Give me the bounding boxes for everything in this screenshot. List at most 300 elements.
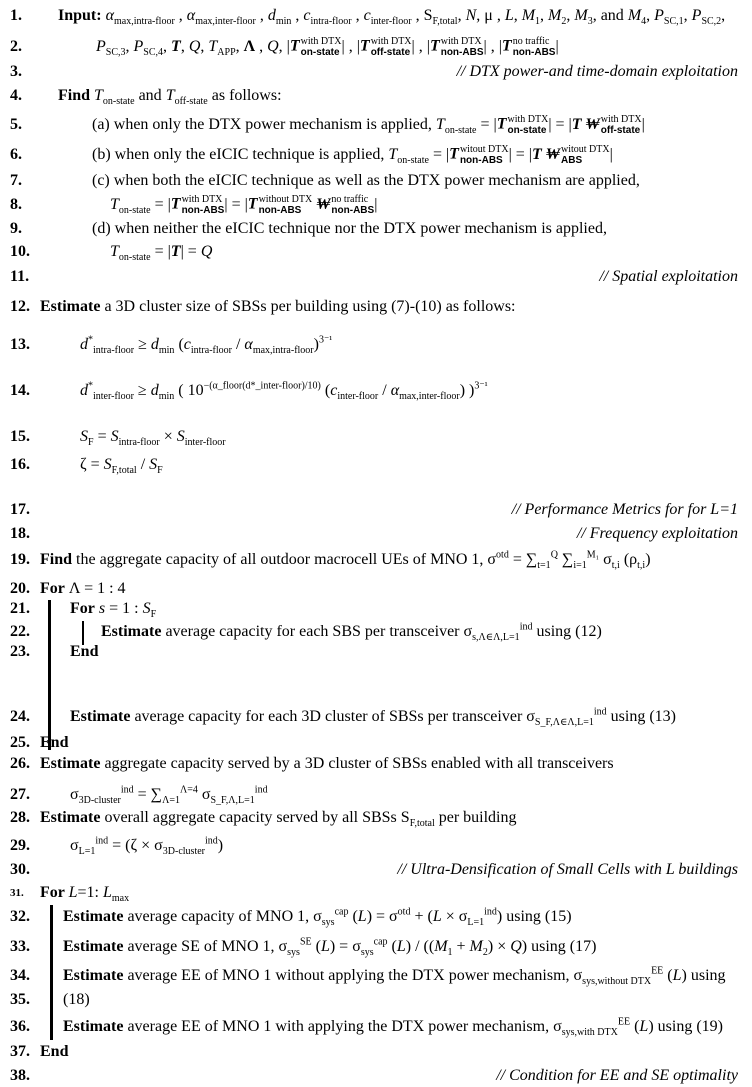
keyword: End bbox=[40, 734, 69, 751]
line-number: 17. bbox=[10, 501, 30, 518]
keyword: Estimate bbox=[63, 938, 124, 955]
superscript: ind bbox=[593, 706, 607, 718]
subscript: t=1 bbox=[537, 560, 551, 572]
text: M bbox=[548, 7, 562, 24]
text: = | bbox=[428, 146, 450, 163]
text: ∑ bbox=[557, 551, 574, 568]
line-content bbox=[40, 298, 516, 316]
superscript: ind bbox=[95, 835, 109, 847]
variable: α bbox=[105, 7, 114, 24]
subscript: max,inter-floor bbox=[195, 16, 256, 28]
set-variable bbox=[449, 144, 508, 166]
keyword: Find bbox=[40, 551, 73, 568]
set-variable bbox=[497, 114, 549, 136]
script bbox=[561, 1018, 618, 1039]
variable: S bbox=[103, 456, 112, 473]
script bbox=[651, 967, 663, 985]
text: , bbox=[291, 7, 304, 24]
variable: S bbox=[80, 428, 88, 445]
subscript: non-ABS bbox=[440, 47, 484, 59]
set-variable bbox=[248, 194, 312, 216]
text: Q bbox=[188, 38, 201, 55]
script bbox=[611, 551, 620, 572]
text: ( bbox=[663, 967, 673, 984]
text: using (12) bbox=[532, 623, 602, 640]
text: / bbox=[378, 382, 391, 399]
superscript: without DTX bbox=[258, 194, 313, 206]
line-content bbox=[40, 580, 126, 598]
script bbox=[582, 967, 652, 988]
subscript: max,inter-floor bbox=[399, 391, 460, 403]
subscript: sys,without DTX bbox=[582, 976, 652, 988]
superscript: ind bbox=[205, 835, 218, 847]
script bbox=[472, 623, 520, 644]
text: | = | bbox=[224, 196, 248, 213]
text: | bbox=[641, 116, 645, 133]
text: ) / (( bbox=[405, 938, 435, 955]
keyword: For bbox=[40, 580, 65, 597]
subscript: i=1 bbox=[573, 560, 587, 572]
subscript: off-state bbox=[600, 125, 641, 137]
superscript: −(α_floor(d*_inter-floor)/10) bbox=[203, 380, 321, 392]
algorithm-line bbox=[0, 268, 752, 286]
subscript: SC,1 bbox=[663, 16, 684, 28]
text: L bbox=[102, 884, 112, 901]
text: ( 10 bbox=[174, 382, 204, 399]
script bbox=[287, 938, 300, 959]
text: × σ bbox=[441, 908, 468, 925]
sub-sup-stack bbox=[561, 144, 610, 166]
subscript: SC,2 bbox=[701, 16, 722, 28]
algorithm-line bbox=[0, 1043, 752, 1061]
variable: c bbox=[303, 7, 311, 24]
line-content bbox=[40, 884, 130, 905]
variable: d bbox=[150, 382, 159, 399]
variable: T bbox=[435, 116, 445, 133]
set-variable bbox=[560, 144, 610, 166]
line-number: 13. bbox=[10, 336, 30, 353]
superscript: EE bbox=[651, 965, 664, 977]
text: , bbox=[646, 7, 655, 24]
math-variable bbox=[150, 336, 175, 357]
line-content bbox=[70, 784, 268, 807]
subscript: inter-floor bbox=[93, 391, 134, 403]
text: | bbox=[374, 196, 378, 213]
subscript: max,intra-floor bbox=[252, 345, 314, 357]
script bbox=[111, 884, 130, 905]
algorithm-line bbox=[0, 428, 752, 449]
variable: S bbox=[176, 428, 185, 445]
subscript: on-state bbox=[397, 155, 429, 167]
keyword: Λ bbox=[243, 38, 256, 55]
line-content bbox=[92, 220, 607, 238]
keyword: End bbox=[40, 1043, 69, 1060]
text: T ₩ bbox=[571, 116, 600, 133]
text: average EE of MNO 1 with applying the DTX power mechanism, σ bbox=[123, 1018, 562, 1035]
line-number: 35. bbox=[10, 991, 30, 1008]
text: | bbox=[609, 146, 613, 163]
text: ) × bbox=[487, 938, 511, 955]
script bbox=[594, 708, 607, 726]
text: ) bbox=[313, 336, 319, 353]
math-variable bbox=[80, 334, 135, 357]
variable: d bbox=[267, 7, 276, 24]
algorithm-line bbox=[0, 580, 752, 598]
math-variable bbox=[142, 600, 157, 621]
variable: T bbox=[247, 196, 258, 213]
line-number: 37. bbox=[10, 1043, 30, 1060]
line-number: 16. bbox=[10, 456, 30, 473]
math-variable bbox=[94, 87, 135, 108]
script bbox=[534, 708, 594, 729]
text: (b) when only the eICIC technique is applied, bbox=[92, 146, 389, 163]
script bbox=[409, 809, 435, 830]
subscript: APP bbox=[217, 47, 236, 59]
line-number: 23. bbox=[10, 643, 30, 660]
line-number: 9. bbox=[10, 220, 22, 237]
line-number: 27. bbox=[10, 786, 30, 803]
algorithm-line bbox=[0, 991, 752, 1009]
line-number: 12. bbox=[10, 298, 30, 315]
text: , bbox=[513, 7, 522, 24]
subscript: SC,4 bbox=[143, 47, 164, 59]
line-number: 29. bbox=[10, 837, 30, 854]
subscript: Λ=1 bbox=[162, 795, 180, 807]
variable: T bbox=[388, 146, 398, 163]
text: | = bbox=[180, 243, 201, 260]
text: = bbox=[93, 428, 111, 445]
algorithm-line bbox=[0, 87, 752, 108]
text: , bbox=[200, 38, 209, 55]
subscript: s,Λ∈Λ,L=1 bbox=[472, 632, 520, 644]
text: Λ = 1 : 4 bbox=[64, 580, 126, 597]
line-content bbox=[40, 809, 517, 830]
keyword: End bbox=[70, 643, 99, 660]
variable: c bbox=[183, 336, 191, 353]
script bbox=[637, 551, 646, 572]
script bbox=[335, 908, 349, 926]
variable: d bbox=[150, 336, 159, 353]
script bbox=[398, 908, 411, 926]
math-variable bbox=[149, 456, 163, 477]
script bbox=[78, 786, 121, 807]
text: , bbox=[540, 7, 549, 24]
text: ( bbox=[174, 336, 184, 353]
text: σ bbox=[70, 786, 79, 803]
text: M bbox=[521, 7, 536, 24]
line-content bbox=[96, 35, 559, 59]
subscript: F,total bbox=[409, 818, 435, 830]
text: Q bbox=[200, 243, 213, 260]
subscript: t,i bbox=[637, 560, 646, 572]
math-variable bbox=[303, 7, 352, 28]
line-number: 32. bbox=[10, 908, 30, 925]
algorithm-line bbox=[0, 143, 752, 167]
set-variable bbox=[501, 36, 559, 59]
text: s bbox=[98, 600, 106, 617]
algorithm-line bbox=[0, 835, 752, 858]
subscript: 2 bbox=[561, 16, 567, 28]
script bbox=[474, 382, 487, 400]
line-number: 2. bbox=[10, 38, 22, 55]
set-variable bbox=[600, 114, 642, 136]
text: ) bbox=[645, 551, 651, 568]
text: , and bbox=[592, 7, 628, 24]
variable: α bbox=[390, 382, 400, 399]
text: ) ) bbox=[459, 382, 475, 399]
subscript: SC,3 bbox=[105, 47, 126, 59]
keyword: Estimate bbox=[63, 967, 124, 984]
comment: // Ultra-Densification of Small Cells with L buildings bbox=[397, 861, 738, 878]
subscript: F,total bbox=[432, 16, 458, 28]
text: = | bbox=[150, 243, 171, 260]
subscript: sys bbox=[321, 917, 335, 929]
subscript: sys bbox=[287, 947, 300, 959]
keyword: Estimate bbox=[63, 908, 124, 925]
script bbox=[162, 786, 180, 807]
algorithm-line bbox=[0, 63, 752, 81]
superscript: no traffic bbox=[512, 36, 550, 48]
text: average SE of MNO 1, σ bbox=[123, 938, 288, 955]
text: , bbox=[255, 7, 268, 24]
sub-sup-stack bbox=[441, 36, 484, 58]
text: + ( bbox=[410, 908, 433, 925]
text: P bbox=[96, 38, 106, 55]
text: ) = σ bbox=[329, 938, 361, 955]
line-content bbox=[101, 621, 602, 644]
text: ( bbox=[311, 938, 321, 955]
math-variable bbox=[186, 7, 256, 28]
math-variable bbox=[176, 428, 226, 449]
variable: T bbox=[110, 243, 119, 260]
script bbox=[319, 336, 332, 354]
subscript: F bbox=[150, 609, 157, 621]
text: the aggregate capacity of all outdoor macrocell UEs of MNO 1, σ bbox=[72, 551, 497, 568]
superscript: SE bbox=[299, 936, 312, 948]
script bbox=[537, 551, 551, 572]
text: ) bbox=[217, 837, 224, 854]
text: ( bbox=[320, 382, 331, 399]
text: =1: bbox=[77, 884, 103, 901]
text: P bbox=[654, 7, 664, 24]
algorithm-line bbox=[0, 784, 752, 807]
line-content bbox=[70, 600, 157, 621]
script bbox=[217, 38, 236, 59]
subscript: intra-floor bbox=[118, 437, 160, 449]
line-content bbox=[80, 334, 333, 357]
algorithm-line bbox=[0, 501, 752, 519]
subscript: off-state bbox=[370, 47, 411, 59]
text: M bbox=[627, 7, 642, 24]
line-content bbox=[92, 172, 640, 190]
subscript: min bbox=[158, 391, 175, 403]
text: average EE of MNO 1 without applying the DTX power mechanism, σ bbox=[123, 967, 583, 984]
text: / bbox=[231, 336, 245, 353]
script bbox=[467, 908, 485, 929]
text: , bbox=[255, 38, 268, 55]
text: | = | bbox=[548, 116, 572, 133]
text: (ρ bbox=[619, 551, 638, 568]
math-variable bbox=[388, 146, 429, 167]
script bbox=[587, 7, 593, 28]
superscript: EE bbox=[617, 1016, 631, 1028]
superscript: Λ=4 bbox=[179, 784, 198, 796]
sub-sup-stack bbox=[512, 36, 559, 59]
algorithm-line bbox=[0, 936, 752, 959]
line-number: 34. bbox=[10, 967, 30, 984]
algorithm-line bbox=[0, 643, 752, 661]
superscript: cap bbox=[373, 936, 388, 948]
algorithm-line bbox=[0, 755, 752, 773]
text: ≥ bbox=[134, 336, 151, 353]
superscript: otd bbox=[397, 906, 411, 918]
superscript: ind bbox=[254, 784, 268, 796]
algorithm-line bbox=[0, 35, 752, 59]
variable: T bbox=[289, 38, 300, 55]
line-content bbox=[40, 1043, 68, 1061]
line-content bbox=[110, 193, 377, 217]
script bbox=[205, 837, 218, 855]
keyword: Estimate bbox=[40, 298, 101, 315]
superscript: with DTX bbox=[300, 36, 342, 48]
superscript: with DTX bbox=[181, 194, 223, 206]
line-number: 4. bbox=[10, 87, 22, 104]
superscript: M₁ bbox=[586, 549, 600, 561]
text: (d) when neither the eICIC technique nor the DTX power mechanism is applied, bbox=[92, 220, 607, 237]
superscript: ind bbox=[484, 906, 497, 918]
script bbox=[143, 38, 164, 59]
text: and bbox=[134, 87, 166, 104]
sub-sup-stack bbox=[182, 194, 225, 216]
text: σ bbox=[599, 551, 612, 568]
text: = (ζ × σ bbox=[108, 837, 163, 854]
text: ( bbox=[348, 908, 358, 925]
sub-sup-stack bbox=[301, 36, 342, 58]
text: average capacity for each SBS per transceiver σ bbox=[161, 623, 473, 640]
subscript: inter-floor bbox=[337, 391, 379, 403]
script bbox=[663, 7, 684, 28]
keyword: For bbox=[40, 884, 69, 901]
subscript: L=1 bbox=[78, 846, 96, 858]
superscript: ind bbox=[519, 621, 533, 633]
text: Q bbox=[510, 938, 522, 955]
subscript: intra-floor bbox=[190, 345, 232, 357]
line-number: 21. bbox=[10, 600, 30, 617]
script bbox=[432, 7, 458, 28]
text: average capacity for each 3D cluster of SBSs per transceiver σ bbox=[130, 708, 535, 725]
keyword: Estimate bbox=[101, 623, 162, 640]
line-content bbox=[70, 643, 98, 661]
subscript: L=1 bbox=[467, 917, 485, 929]
text: , S bbox=[411, 7, 433, 24]
algorithm-line bbox=[0, 172, 752, 190]
script bbox=[255, 786, 268, 804]
line-number: 22. bbox=[10, 623, 30, 640]
algorithm-line bbox=[0, 7, 752, 28]
subscript: non-ABS bbox=[181, 205, 225, 217]
subscript: 3D-cluster bbox=[162, 846, 205, 858]
subscript: non-ABS bbox=[258, 205, 302, 217]
line-number: 3. bbox=[10, 63, 22, 80]
sub-sup-stack bbox=[331, 194, 374, 216]
text: L bbox=[68, 884, 78, 901]
algorithm-line bbox=[0, 861, 752, 879]
text: | , | bbox=[411, 38, 430, 55]
comment: // Spatial exploitation bbox=[599, 268, 738, 285]
keyword: Estimate bbox=[63, 1018, 124, 1035]
algorithm-line bbox=[0, 456, 752, 477]
keyword: Input: bbox=[58, 7, 106, 24]
subscript: on-state bbox=[507, 125, 547, 137]
line-content bbox=[110, 243, 213, 264]
line-content bbox=[40, 734, 68, 752]
line-content bbox=[80, 428, 226, 449]
keyword: Find bbox=[58, 87, 95, 104]
text: , bbox=[235, 38, 244, 55]
text: × bbox=[159, 428, 177, 445]
comment: // Performance Metrics for for L=1 bbox=[511, 501, 738, 518]
subscript: non-ABS bbox=[512, 47, 556, 59]
subscript: S_F,Λ,L=1 bbox=[210, 795, 255, 807]
algorithm-line bbox=[0, 706, 752, 729]
subscript: on-state bbox=[300, 47, 340, 59]
superscript: otd bbox=[496, 549, 509, 561]
superscript: with DTX bbox=[507, 114, 549, 126]
subscript: 1 bbox=[535, 16, 541, 28]
script bbox=[105, 38, 126, 59]
text: L bbox=[320, 938, 330, 955]
line-number: 33. bbox=[10, 938, 30, 955]
subscript: on-state bbox=[102, 96, 135, 108]
line-number: 26. bbox=[10, 755, 30, 772]
text: T ₩ bbox=[532, 146, 560, 163]
line-content bbox=[40, 755, 614, 773]
line-number: 8. bbox=[10, 196, 22, 213]
variable: T bbox=[429, 38, 440, 55]
subscript: on-state bbox=[118, 205, 151, 217]
line-number: 18. bbox=[10, 525, 30, 542]
keyword: Estimate bbox=[70, 708, 131, 725]
text: = ∑ bbox=[508, 551, 538, 568]
subscript: 1 bbox=[447, 947, 453, 959]
sub-sup-stack bbox=[460, 144, 509, 166]
variable: d bbox=[80, 336, 88, 353]
math-variable bbox=[330, 382, 379, 403]
text: (18) bbox=[63, 991, 90, 1008]
math-variable bbox=[244, 336, 314, 357]
text: , bbox=[163, 38, 172, 55]
text: , bbox=[351, 7, 364, 24]
algorithm-line bbox=[0, 906, 752, 929]
superscript: with DTX bbox=[600, 114, 642, 126]
algorithm-line bbox=[0, 600, 752, 621]
math-variable bbox=[390, 382, 460, 403]
script bbox=[484, 908, 497, 926]
algorithm-line bbox=[0, 298, 752, 316]
text: = ∑ bbox=[133, 786, 163, 803]
text: , | bbox=[278, 38, 290, 55]
set-variable bbox=[171, 194, 225, 216]
line-number: 7. bbox=[10, 172, 22, 189]
text: | , | bbox=[483, 38, 502, 55]
text: ) = σ bbox=[366, 908, 398, 925]
set-variable bbox=[290, 36, 342, 58]
text: per building bbox=[434, 809, 517, 826]
text: ₩ bbox=[312, 196, 331, 213]
algorithm-line bbox=[0, 334, 752, 357]
keyword: Estimate bbox=[40, 809, 101, 826]
superscript: with DTX bbox=[370, 36, 412, 48]
